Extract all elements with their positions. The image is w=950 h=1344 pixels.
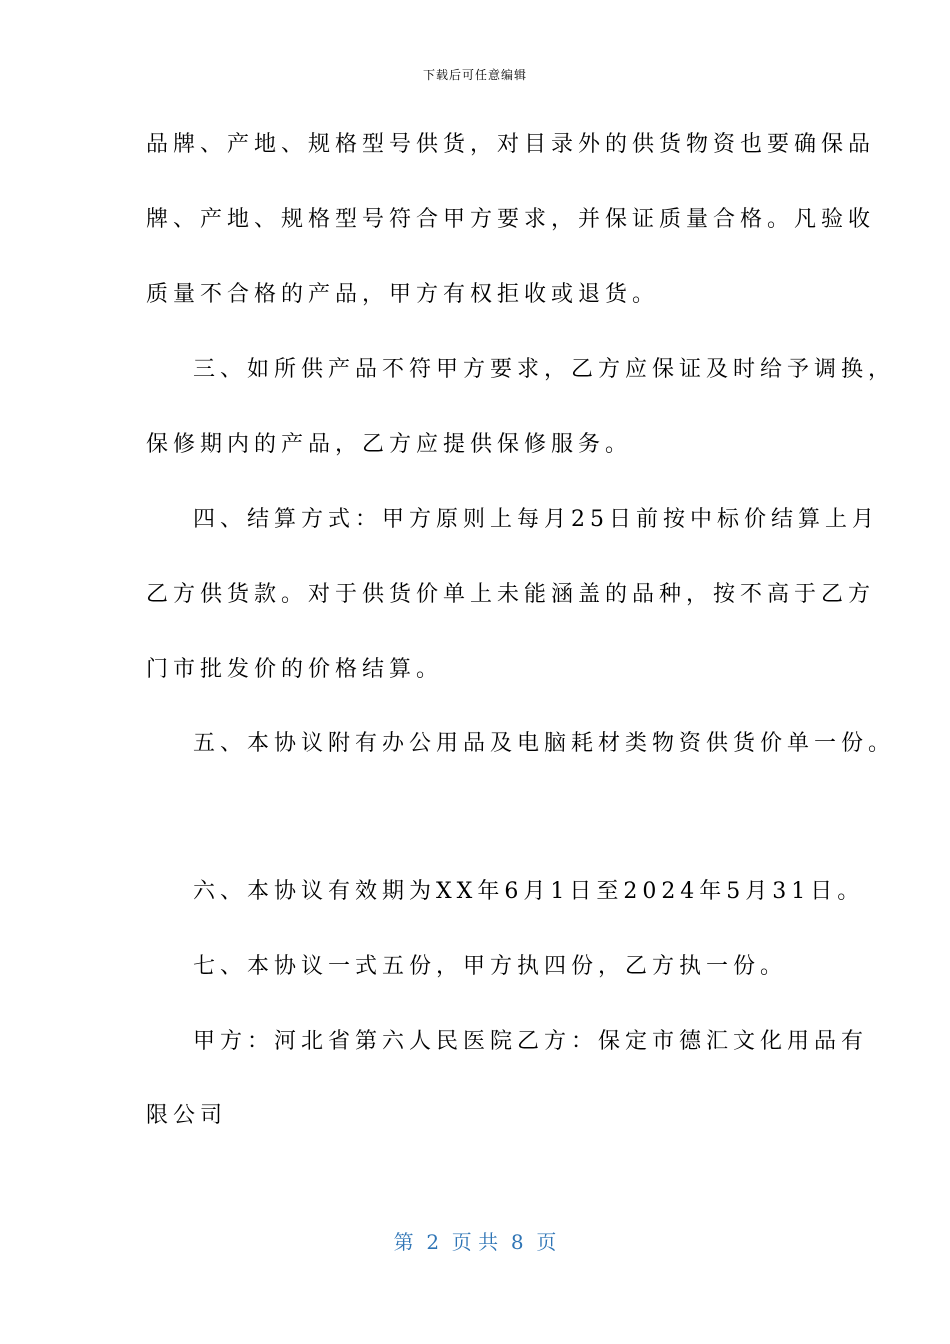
body-line: 限公司 — [146, 1103, 228, 1128]
signature-parties-line: 甲方：河北省第六人民医院乙方：保定市德汇文化用品有 — [193, 1029, 869, 1054]
page-header: 下载后可任意编辑 — [422, 68, 527, 82]
page-number: 第 2 页 共 8 页 — [393, 1230, 557, 1254]
body-line: 品牌、产地、规格型号供货，对目录外的供货物资也要确保品 — [146, 132, 876, 157]
body-line: 乙方供货款。对于供货价单上未能涵盖的品种，按不高于乙方 — [146, 582, 876, 607]
body-line: 质量不合格的产品，甲方有权拒收或退货。 — [146, 282, 660, 307]
clause-5-line: 五、本协议附有办公用品及电脑耗材类物资供货价单一份。 — [193, 731, 896, 756]
clause-6-line: 六、本协议有效期为XX年6月1日至2024年5月31日。 — [193, 879, 865, 904]
clause-7-line: 七、本协议一式五份，甲方执四份，乙方执一份。 — [193, 954, 788, 979]
body-line: 牌、产地、规格型号符合甲方要求，并保证质量合格。凡验收 — [146, 207, 876, 232]
body-line: 保修期内的产品，乙方应提供保修服务。 — [146, 432, 633, 457]
clause-3-line: 三、如所供产品不符甲方要求，乙方应保证及时给予调换， — [193, 357, 896, 382]
clause-4-line: 四、结算方式：甲方原则上每月25日前按中标价结算上月 — [193, 507, 879, 532]
body-line: 门市批发价的价格结算。 — [146, 657, 444, 682]
